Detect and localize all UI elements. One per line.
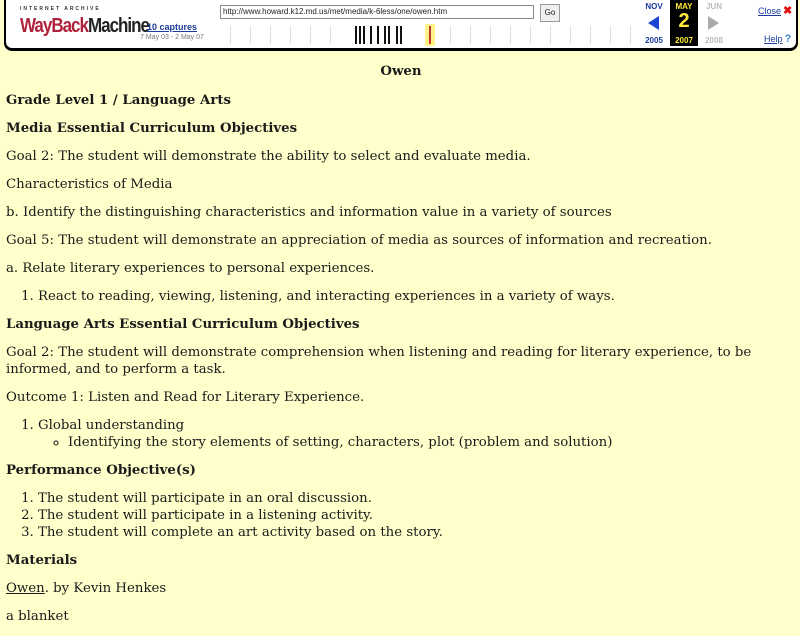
timeline-tick	[490, 26, 491, 44]
logo-wayback-machine	[20, 14, 149, 38]
item-a: a. Relate literary experiences to personal experiences.	[6, 261, 375, 276]
arrow-right-icon	[708, 16, 719, 30]
logo-machine-text: Machine	[87, 14, 149, 37]
timeline-tick	[310, 26, 311, 44]
current-capture	[670, 0, 698, 46]
capture-timeline[interactable]	[220, 24, 640, 46]
capture-bar[interactable]	[359, 26, 361, 44]
arrow-left-icon[interactable]	[648, 16, 659, 30]
list-item: 1. The student will participate in an oral discussion.	[38, 490, 796, 507]
captures-info	[132, 22, 212, 41]
close-icon[interactable]: ✖	[783, 5, 793, 17]
timeline-tick	[290, 26, 291, 44]
book-link[interactable]: Owen	[6, 581, 45, 596]
timeline-tick	[470, 26, 471, 44]
prev-capture[interactable]	[640, 0, 668, 46]
capture-bar[interactable]	[370, 26, 372, 44]
logo-wayback-text: WayBack	[20, 14, 88, 37]
item-b: b. Identify the distinguishing characteristics and information value in a variety of sources	[6, 205, 612, 220]
timeline-tick	[530, 26, 531, 44]
lesson-document	[6, 58, 796, 636]
media-objectives-heading: Media Essential Curriculum Objectives	[6, 121, 298, 136]
la-goal-2: Goal 2: The student will demonstrate comprehension when listening and reading for literary experience, to be informed, and to perform a task.	[6, 345, 752, 377]
timeline-tick	[590, 26, 591, 44]
media-goal-2: Goal 2: The student will demonstrate the ability to select and evaluate media.	[6, 149, 531, 164]
page-title: Owen	[380, 64, 422, 79]
prev-month: NOV	[645, 2, 663, 11]
timeline-tick	[630, 26, 631, 44]
list-item: 3. The student will complete an art activity based on the story.	[38, 524, 796, 541]
media-goal-5: Goal 5: The student will demonstrate an appreciation of media as sources of information and recreation.	[6, 233, 712, 248]
material-book	[6, 580, 796, 597]
next-capture	[700, 0, 728, 46]
next-year: 2008	[705, 36, 723, 45]
materials-heading: Materials	[6, 553, 78, 568]
list-item: 1. React to reading, viewing, listening, and interacting experiences in a variety of ways.	[38, 288, 796, 305]
list-item: 2. The student will participate in a listening activity.	[38, 507, 796, 524]
go-button[interactable]: Go	[540, 4, 560, 22]
characteristics-text: Characteristics of Media	[6, 177, 173, 192]
list-item-text: Global understanding	[38, 418, 185, 433]
current-year: 2007	[675, 36, 693, 45]
timeline-tick	[570, 26, 571, 44]
current-capture-bar[interactable]	[429, 26, 431, 44]
url-input[interactable]	[220, 5, 534, 19]
prev-year: 2005	[645, 36, 663, 45]
capture-bar[interactable]	[384, 26, 386, 44]
current-month: MAY	[675, 2, 693, 11]
close-toolbar[interactable]	[758, 4, 792, 17]
help[interactable]	[764, 33, 791, 45]
list-item: ◦ Identifying the story elements of setting, characters, plot (problem and solution)	[68, 434, 796, 451]
outcome-sublist	[38, 434, 796, 451]
timeline-tick	[230, 26, 231, 44]
logo-internet-archive-text: INTERNET ARCHIVE	[20, 6, 101, 12]
outcome-1: Outcome 1: Listen and Read for Literary Experience.	[6, 390, 365, 405]
captures-range: 7 May 03 - 2 May 07	[140, 34, 204, 41]
outcome-list	[6, 417, 796, 451]
capture-bar[interactable]	[363, 26, 365, 44]
wayback-toolbar	[4, 0, 798, 50]
timeline-tick	[250, 26, 251, 44]
capture-bar[interactable]	[388, 26, 390, 44]
capture-bar[interactable]	[396, 26, 398, 44]
calendar-nav	[638, 0, 748, 46]
book-author: . by Kevin Henkes	[44, 581, 167, 596]
capture-bar[interactable]	[355, 26, 357, 44]
material-blanket: a blanket	[6, 609, 69, 624]
timeline-tick	[510, 26, 511, 44]
help-link[interactable]: Help	[764, 34, 783, 44]
timeline-tick	[450, 26, 451, 44]
capture-bar[interactable]	[400, 26, 402, 44]
performance-heading: Performance Objective(s)	[6, 463, 196, 478]
captures-link[interactable]: 10 captures	[146, 22, 198, 32]
timeline-tick	[270, 26, 271, 44]
performance-list	[6, 490, 796, 541]
close-link[interactable]: Close	[758, 6, 782, 16]
current-day: 2	[678, 10, 690, 32]
help-icon[interactable]: ?	[784, 33, 792, 45]
grade-heading: Grade Level 1 / Language Arts	[6, 93, 231, 108]
la-objectives-heading: Language Arts Essential Curriculum Objectives	[6, 317, 360, 332]
list-item	[38, 417, 796, 451]
timeline-tick	[610, 26, 611, 44]
timeline-tick	[550, 26, 551, 44]
media-list	[6, 288, 796, 305]
timeline-tick	[330, 26, 331, 44]
wayback-logo[interactable]	[20, 6, 149, 42]
next-month: JUN	[705, 2, 722, 11]
capture-bar[interactable]	[377, 26, 379, 44]
